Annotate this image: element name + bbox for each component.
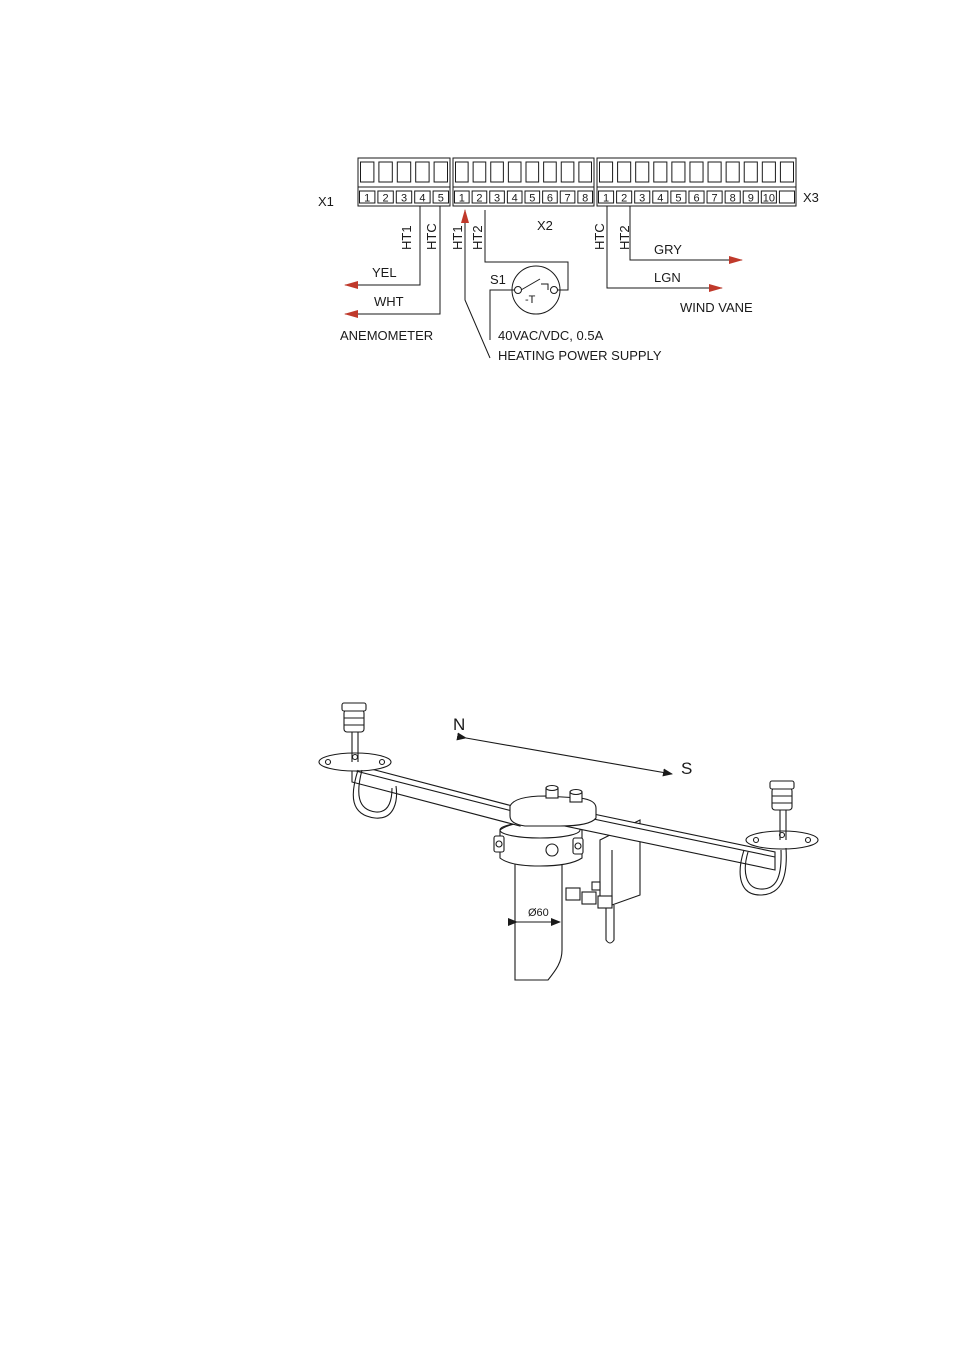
terminal-screw-x3-7 — [708, 162, 721, 182]
signal-x1-ht1: HT1 — [399, 225, 414, 250]
terminal-number: 3 — [400, 192, 408, 205]
terminal-screw-x2-6 — [544, 162, 557, 182]
terminal-number: 3 — [639, 192, 646, 205]
terminal-screw-x1-5 — [434, 162, 447, 182]
terminal-screw-x2-1 — [456, 162, 469, 182]
supply-title: HEATING POWER SUPPLY — [498, 348, 662, 363]
terminal-screw-x3-4 — [654, 162, 667, 182]
switch-label: S1 — [490, 272, 506, 287]
terminal-screw-x1-1 — [361, 162, 374, 182]
terminal-number: 10 — [762, 192, 775, 205]
terminal-number: 1 — [602, 192, 610, 205]
wire-wht: WHT — [374, 294, 404, 309]
terminal-screw-x1-2 — [379, 162, 392, 182]
signal-x2-ht1: HT1 — [450, 225, 465, 250]
terminal-screw-x3-6 — [690, 162, 703, 182]
switch-symbol: -T — [525, 294, 536, 306]
terminal-number: 2 — [476, 192, 483, 205]
terminal-number: 1 — [364, 192, 371, 205]
terminal-number: 5 — [529, 192, 536, 205]
terminal-screw-x2-7 — [561, 162, 574, 182]
terminal-cell-x3-11 — [779, 191, 794, 203]
terminal-number: 4 — [419, 192, 426, 205]
terminal-screw-x2-4 — [508, 162, 521, 182]
terminal-number: 3 — [494, 192, 501, 205]
terminal-screw-x2-2 — [473, 162, 486, 182]
signal-x3-htc: HTC — [592, 223, 607, 250]
wire-yel: YEL — [372, 265, 397, 280]
wiring-diagram — [358, 158, 796, 206]
terminal-screw-x3-3 — [636, 162, 649, 182]
terminal-number: 7 — [711, 192, 718, 205]
label-south: S — [681, 759, 693, 778]
terminal-screw-x3-11 — [780, 162, 793, 182]
north-south-arrow — [466, 738, 672, 774]
block-label-x2: X2 — [537, 218, 553, 233]
supply-spec: 40VAC/VDC, 0.5A — [498, 328, 604, 343]
block-label-x3: X3 — [803, 190, 819, 205]
wire-gry: GRY — [654, 242, 682, 257]
signal-x3-ht2: HT2 — [617, 225, 632, 250]
terminal-screw-x1-3 — [397, 162, 410, 182]
terminal-number: 6 — [693, 192, 700, 205]
terminal-screw-x3-5 — [672, 162, 685, 182]
terminal-number: 1 — [458, 192, 465, 205]
terminal-screw-x2-3 — [491, 162, 504, 182]
terminal-screw-x2-8 — [579, 162, 592, 182]
terminal-screw-x3-8 — [726, 162, 739, 182]
terminal-number: 8 — [729, 192, 736, 205]
terminal-number: 9 — [747, 192, 754, 205]
device-anemometer: ANEMOMETER — [340, 328, 434, 343]
terminal-number: 5 — [675, 192, 682, 205]
terminal-number: 4 — [657, 192, 664, 205]
terminal-number: 2 — [382, 192, 389, 205]
terminal-screw-x3-1 — [600, 162, 613, 182]
terminal-number: 8 — [582, 192, 589, 205]
block-label-x1: X1 — [318, 194, 334, 209]
signal-x1-htc: HTC — [424, 223, 439, 250]
terminal-screw-x3-2 — [618, 162, 631, 182]
terminal-number: 6 — [546, 192, 553, 205]
label-diameter: Ø60 — [528, 907, 549, 919]
terminal-number: 2 — [621, 192, 628, 205]
label-north: N — [453, 715, 466, 734]
wire-lgn: LGN — [654, 270, 681, 285]
terminal-number: 4 — [511, 192, 518, 205]
terminal-screw-x3-9 — [744, 162, 757, 182]
crossarm-mount-illustration — [319, 703, 818, 980]
terminal-screw-x3-10 — [762, 162, 775, 182]
terminal-number: 7 — [564, 192, 571, 205]
device-wind-vane: WIND VANE — [680, 300, 753, 315]
terminal-screw-x2-5 — [526, 162, 539, 182]
signal-x2-ht2: HT2 — [470, 225, 485, 250]
crossarm-left — [352, 764, 520, 826]
terminal-screw-x1-4 — [416, 162, 429, 182]
terminal-number: 5 — [437, 192, 444, 205]
